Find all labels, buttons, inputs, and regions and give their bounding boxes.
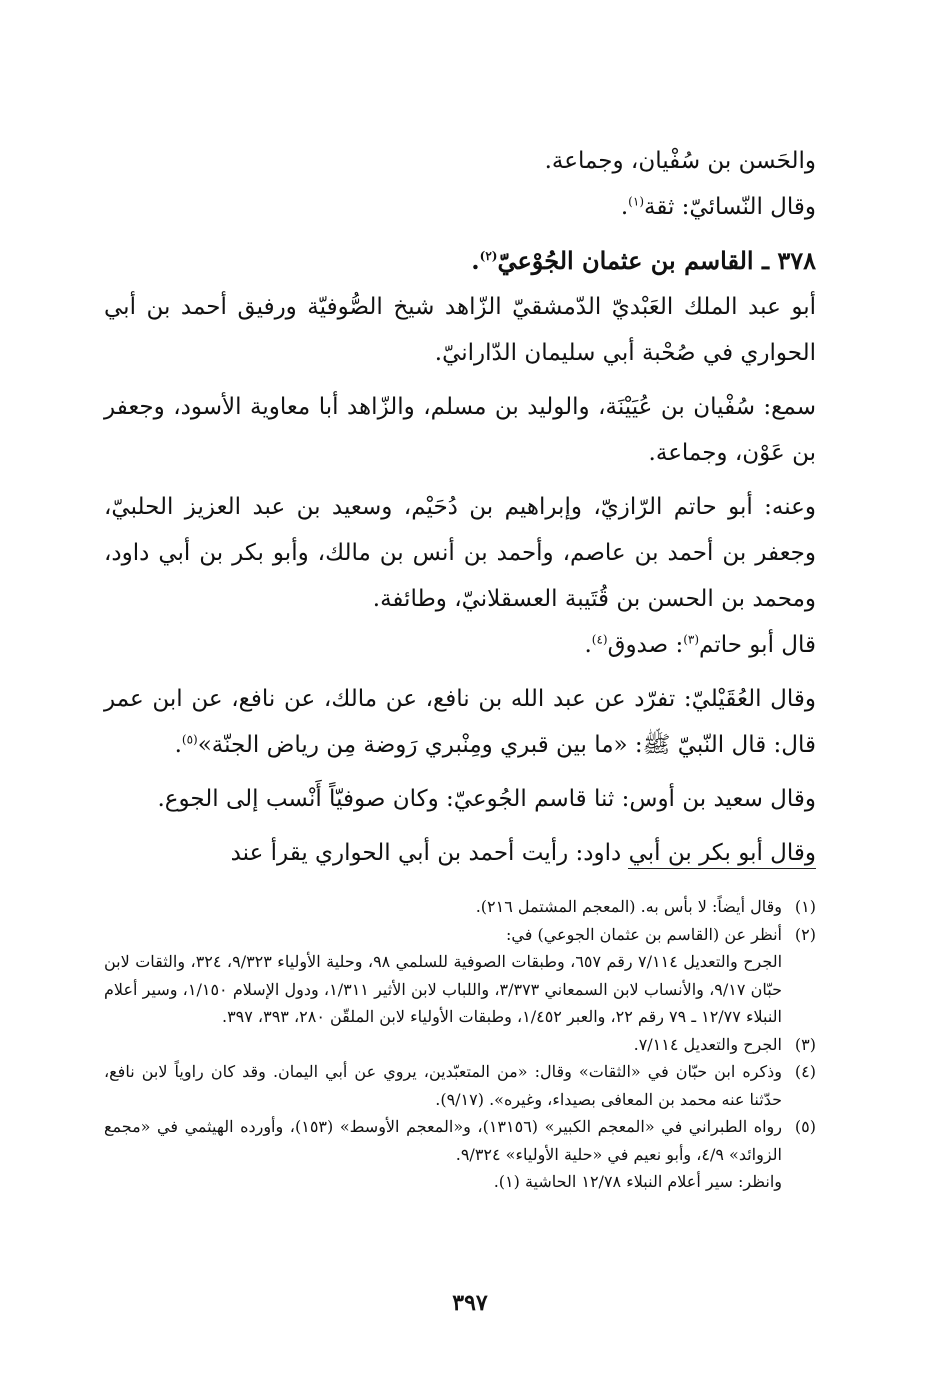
footnote [104, 1031, 816, 1059]
footnote-number: (٤) [794, 1062, 816, 1081]
text-paragraph: سمع: سُفْيان بن عُيَيْنَة، والوليد بن مسلم، والزّاهد أبا معاوية الأسود، وجعفر بن عَوْن، وجماعة. [104, 394, 816, 466]
footnote-number: (٢) [794, 924, 816, 944]
footnote-text: رواه الطبراني في «المعجم الكبير» (١٣١٥٦)، و«المعجم الأوسط» (١٥٣)، وأورده الهيثمي في «مجمع الزوائد» ٤/٩، وأبو نعيم في «حلية الأولياء» ٩/٣٢٤. [104, 1117, 782, 1164]
footnote [104, 1058, 816, 1113]
footnote-number: (١) [794, 897, 816, 916]
footnote-marker: (٢) [479, 249, 498, 263]
footnotes [104, 893, 816, 1196]
text-paragraph: أبو عبد الملك العَبْديّ الدّمشقيّ الزّاهد شيخ الصُّوفيّة ورفيق أحمد بن أبي الحواري في صُحْبة أبي سليمان الدّارانيّ. [104, 294, 816, 366]
footnote-text: وذكره ابن حبّان في «الثقات» وقال: «من المتعبّدين، يروي عن أبي اليمان. وقد كان راوياً لابن نافع، حدّثنا عنه محمد بن المعافى بصيداء، وغيره». (٩/١٧). [104, 1062, 782, 1109]
text-paragraph: وقال أبو بكر بن أبي داود: رأيت أحمد بن أبي الحواري يقرأ عند [230, 840, 816, 866]
footnote-marker: (١) [628, 194, 644, 209]
text-line: قال أبو حاتم$^{(٣)}$: صدوق$^{(٤)}$. [584, 632, 816, 658]
footnote [104, 893, 816, 921]
footnote-divider [628, 868, 816, 869]
page-number: ٣٩٧ [452, 1290, 488, 1316]
footnote-text: وانظر: سير أعلام النبلاء ١٢/٧٨ الحاشية (١). [493, 1172, 782, 1191]
footnote-marker: (٥) [181, 732, 198, 747]
footnote [104, 1113, 816, 1196]
footnote-text: الجرح والتعديل ٧/١١٤ رقم ٦٥٧، وطبقات الصوفية للسلمي ٩٨، وحلية الأولياء ٩/٣٢٣، ٣٢٤، والثقات لابن حبّان ٩/١٧، والأنساب لابن السمعاني ٣/٣٧٣، واللباب لابن الأثير ١/٣١١، ودول الإسلام ١/١٥٠، وسير أعلام النبلاء ١٢/٧٧ ـ ٧٩ رقم ٢٢، والعبر ١/٤٥٢، وطبقات الأولياء لابن الملقّن ٢٨٠، ٣٩٣، ٣٩٧. [104, 952, 783, 1026]
main-text [104, 138, 816, 876]
footnote-number: (٥) [794, 1117, 816, 1136]
text-line: والحَسن بن سُفْيان، وجماعة. [544, 148, 816, 174]
entry-heading: ٣٧٨ ـ القاسم بن عثمان الجُوْعيّ$^{(٢)}$. [471, 246, 816, 275]
text-paragraph: وقال العُقَيْليّ: تفرّد عن عبد الله بن نافع، عن مالك، عن نافع، عن ابن عمر قال: قال النّبيّ ﷺ: «ما بين قبري ومِنْبري رَوضة مِن رياض الجنّة»$^{(٥)}$. [104, 686, 816, 758]
text-paragraph: وقال سعيد بن أوس: ثنا قاسم الجُوعيّ: وكان صوفيّاً أَنْسب إلى الجوع. [157, 786, 816, 812]
footnote-marker: (٤) [591, 632, 608, 647]
footnote-marker: (٣) [683, 632, 700, 647]
footnote-text: الجرح والتعديل ٧/١١٤. [633, 1034, 782, 1054]
footnote-text: وقال أيضاً: لا بأس به. (المعجم المشتمل ٢١٦). [475, 897, 782, 916]
footnote [104, 921, 816, 1031]
footnote-number: (٣) [794, 1034, 816, 1054]
text-line: وقال النّسائيّ: ثقة$^{(١)}$. [620, 194, 816, 220]
text-paragraph: وعنه: أبو حاتم الرّازيّ، وإبراهيم بن دُحَيْم، وسعيد بن عبد العزيز الحلبيّ، وجعفر بن أحمد بن عاصم، وأحمد بن أنس بن مالك، وأبو بكر بن أبي داود، ومحمد بن الحسن بن قُتَيبة العسقلانيّ، وطائفة. [104, 494, 816, 612]
footnote-text: أنظر عن (القاسم بن عثمان الجوعي) في: [506, 924, 782, 944]
